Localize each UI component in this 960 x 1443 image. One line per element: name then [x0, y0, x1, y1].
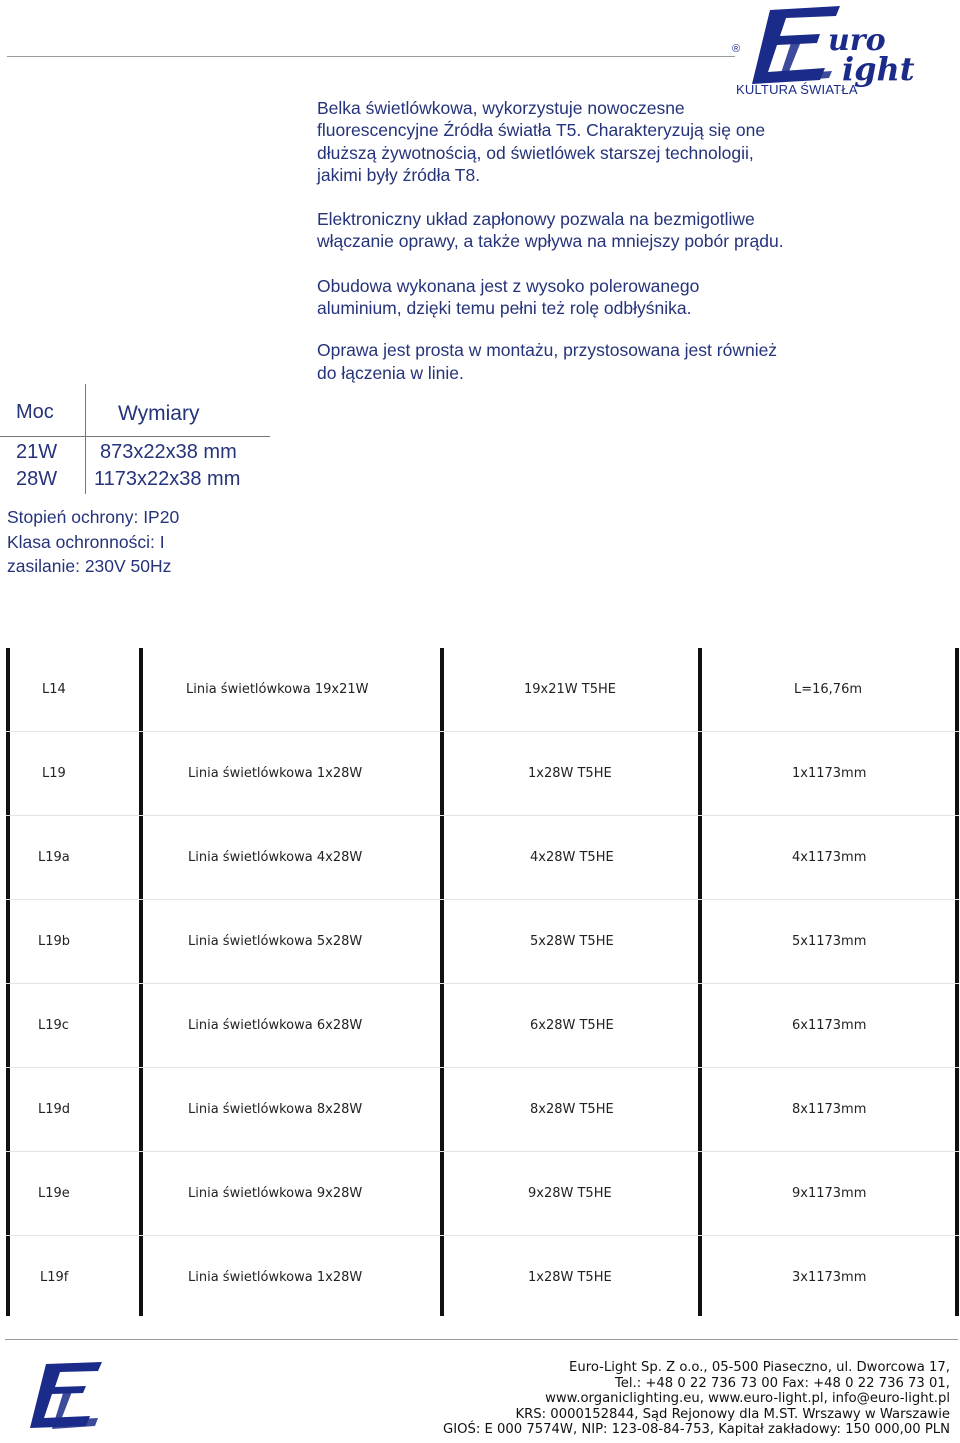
product-table [6, 648, 959, 1314]
product-length: 4x1173mm [792, 850, 867, 865]
product-lamp: 9x28W T5HE [528, 1186, 612, 1201]
svg-text:uro: uro [828, 23, 886, 58]
table-row [6, 1152, 959, 1236]
product-code: L19d [38, 1102, 71, 1117]
spec-cell: 1173x22x38 mm [94, 468, 241, 490]
product-name: Linia świetlówkowa 1x28W [188, 1270, 363, 1285]
product-name: Linia świetlówkowa 4x28W [188, 850, 363, 865]
spec-cell: 21W [16, 441, 58, 463]
product-code: L19f [40, 1270, 69, 1285]
product-lamp: 4x28W T5HE [530, 850, 614, 865]
product-length: L=16,76m [794, 682, 863, 697]
product-length: 1x1173mm [792, 766, 867, 781]
product-length: 6x1173mm [792, 1018, 867, 1033]
table-row [6, 900, 959, 984]
top-divider [7, 56, 735, 57]
product-description [317, 97, 787, 406]
table-row [6, 816, 959, 900]
product-name: Linia świetlówkowa 8x28W [188, 1102, 363, 1117]
table-row [6, 732, 959, 816]
company-tax-info: GIOŚ: E 000 7574W, NIP: 123-08-84-753, Kapitał zakładowy: 150 000,00 PLN [442, 1422, 950, 1438]
brand-tagline: KULTURA ŚWIATŁA [736, 82, 858, 97]
product-code: L19e [38, 1186, 70, 1201]
table-row [6, 1236, 959, 1320]
spec-header-dimensions: Wymiary [118, 402, 200, 425]
product-lamp: 1x28W T5HE [528, 766, 612, 781]
description-paragraph: Elektroniczny układ zapłonowy pozwala na bezmigotliwe włączanie oprawy, a także wpływa na mniejszy pobór prądu. [317, 209, 784, 252]
product-lamp: 5x28W T5HE [530, 934, 614, 949]
footer-logo [18, 1360, 118, 1438]
company-contact-info [443, 1360, 950, 1438]
spec-cell: 28W [16, 468, 58, 490]
svg-text:®: ® [732, 43, 741, 55]
product-code: L19a [38, 850, 70, 865]
product-code: L14 [42, 682, 66, 697]
property-power-supply: zasilanie: 230V 50Hz [7, 556, 172, 576]
product-name: Linia świetlówkowa 9x28W [188, 1186, 363, 1201]
property-class: Klasa ochronności: I [7, 531, 165, 552]
product-lamp: 1x28W T5HE [528, 1270, 612, 1285]
description-paragraph: Belka świetlówkowa, wykorzystuje nowoczesne fluorescencyjne Źródła światła T5. Charakteryzują się one dłuższą żywotnością, od świetlówek starszej technologii, jakimi były źródła T8. [317, 98, 766, 185]
bottom-divider [5, 1339, 958, 1340]
product-lamp: 8x28W T5HE [530, 1102, 614, 1117]
product-length: 5x1173mm [792, 934, 867, 949]
spec-table-divider [85, 384, 86, 494]
table-row [6, 648, 959, 732]
product-code: L19b [38, 934, 71, 949]
spec-cell: 873x22x38 mm [100, 441, 237, 463]
product-name: Linia świetlówkowa 19x21W [186, 682, 369, 697]
product-name: Linia świetlówkowa 5x28W [188, 934, 363, 949]
product-code: L19 [42, 766, 66, 781]
company-krs: KRS: 0000152844, Sąd Rejonowy dla M.ST. Wrszawy w Warszawie [515, 1406, 950, 1422]
property-ip: Stopień ochrony: IP20 [7, 507, 180, 527]
description-paragraph: Oprawa jest prosta w montażu, przystosowana jest również do łączenia w linie. [317, 340, 778, 383]
company-phone: Tel.: +48 0 22 736 73 00 Fax: +48 0 22 736 73 01, [614, 1375, 950, 1391]
spec-table-divider [0, 436, 270, 437]
company-websites: www.organiclighting.eu, www.euro-light.pl, info@euro-light.pl [545, 1391, 950, 1407]
footer-logo-mark-icon [18, 1360, 118, 1438]
product-length: 9x1173mm [792, 1186, 867, 1201]
technical-properties [7, 505, 179, 579]
spec-header-power: Moc [16, 401, 54, 423]
product-name: Linia świetlówkowa 6x28W [188, 1018, 363, 1033]
product-lamp: 6x28W T5HE [530, 1018, 614, 1033]
product-length: 8x1173mm [792, 1102, 867, 1117]
svg-text:ight: ight [842, 50, 915, 88]
description-paragraph: Obudowa wykonana jest z wysoko polerowanego aluminium, dzięki temu pełni też rolę odbłyśnika. [317, 275, 700, 319]
product-code: L19c [38, 1018, 69, 1033]
product-lamp: 19x21W T5HE [524, 682, 616, 697]
company-address: Euro-Light Sp. Z o.o., 05-500 Piaseczno, ul. Dworcowa 17, [569, 1360, 950, 1375]
product-name: Linia świetlówkowa 1x28W [188, 766, 363, 781]
table-row [6, 984, 959, 1068]
table-row [6, 1068, 959, 1152]
product-length: 3x1173mm [792, 1270, 867, 1285]
euro-light-logo [730, 2, 958, 100]
spec-table [0, 384, 272, 496]
